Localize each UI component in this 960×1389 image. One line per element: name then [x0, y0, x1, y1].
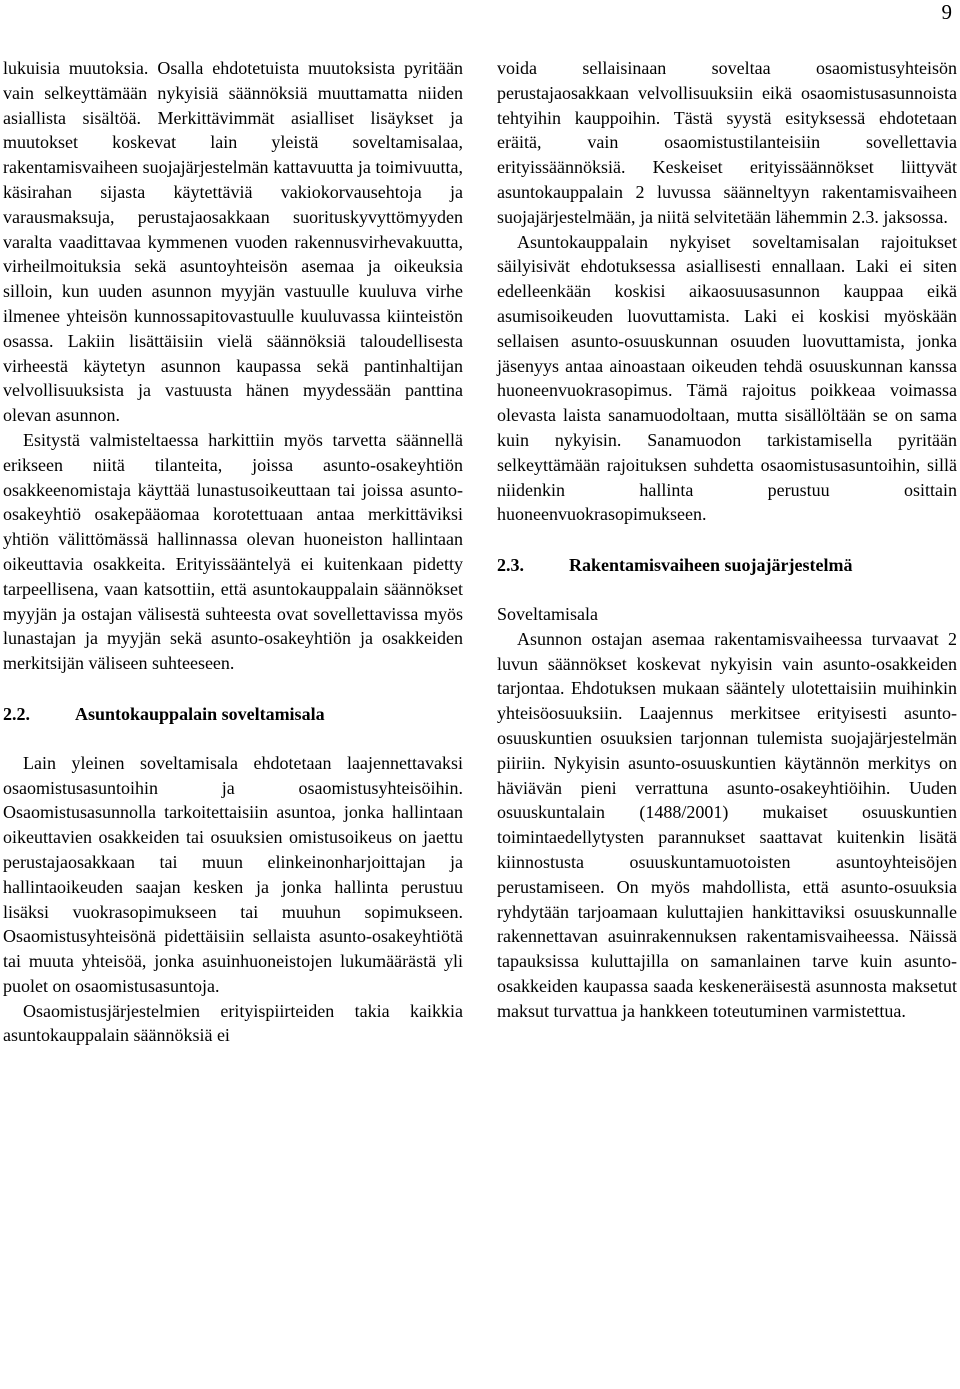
right-paragraph-2: Asuntokauppalain nykyiset soveltamisalan rajoitukset säilyisivät ehdotuksessa asiallisesti ennallaan. Laki ei siten edelleenkään koskisi aikaosuusasunnon kauppaa eikä asumisoikeuden luovuttamista. Laki ei koskisi myöskään sellaisen asunto-osuuskunnan osuuden luovuttamista, jonka jäsenyys antaa ainoastaan oikeuden tehdä osuuskunnan kanssa huoneenvuokrasopimus. Tämä rajoitus poikkeaa voimassa olevasta laista sanamuodoltaan, mutta sisällöltään se on sama kuin nykyisin. Sanamuodon tarkistamisella pyritään selkeyttämään rajoituksen suhdetta osaomistusasuntoihin, sillä niidenkin hallinta perustuu osittain huoneenvuokrasopimukseen. — [497, 231, 957, 525]
left-paragraph-1: lukuisia muutoksia. Osalla ehdotetuista muutoksista pyritään vain selkeyttämään nykyisiä säännöksiä muuttamatta niiden asiallista sisältöä. Merkittävimmät asialliset lisäykset ja muutokset koskevat lain yleistä soveltamisalaa, rakentamisvaiheen suojajärjestelmän kattavuutta ja toimivuutta, käsirahan sijasta käytettäviä vakiokorvausehtoja ja varausmaksuja, perustajaosakkaan suorituskyvyttömyyden varalta vaadittavaa kymmenen vuoden rakennusvirhevakuutta, virheilmoituksia sekä asuntoyhteisön asemaa ja oikeuksia silloin, kun uuden asunnon myyjän vastuulle kuuluva virhe ilmenee yhteisön kunnossapitovastuulle kuuluvassa kiinteistön osassa. Lakiin lisättäisiin vielä säännöksiä taloudellisesta virheestä käytetyn asunnon kaupassa sekä pantinhaltijan velvollisuuksista ja vastuusta hänen myydessään panttina olevan asunnon. — [3, 58, 463, 426]
section-number: 2.2. — [3, 703, 30, 724]
left-paragraph-2: Esitystä valmisteltaessa harkittiin myös tarvetta säännellä erikseen niitä tilanteita, joissa asunto-osakeyhtiön osakkeenomistaja käyttää lunastusoikeuttaan tai joissa asunto-osakeyhtiö osakepääomaa korotettuaan antaa merkittäviksi yhtiön välittömässä hallinnassa olevan huoneiston hallintaan oikeuttavia osakkeita. Erityissääntelyä ei kuitenkaan pidetty tarpeellisena, vaan katsottiin, että asuntokauppalain säännökset myyjän ja ostajan välisestä suhteesta ovat sovellettavissa myös lunastajan ja myyjän sekä asunto-osakeyhtiön ja osakkeiden merkitsijän väliseen suhteeseen. — [3, 429, 463, 674]
section-title: Asuntokauppalain soveltamisala — [75, 703, 325, 724]
left-column — [3, 56, 463, 1048]
subsection-title: Soveltamisala — [497, 603, 598, 624]
section-title: Rakentamisvaiheen suojajärjestelmä — [569, 555, 853, 576]
page-number: 9 — [941, 0, 952, 24]
left-paragraph-4: Osaomistusjärjestelmien erityispiirteiden takia kaikkia asuntokauppalain säännöksiä ei — [3, 1000, 463, 1046]
right-paragraph-3: Asunnon ostajan asemaa rakentamisvaiheessa turvaavat 2 luvun säännökset koskevat nykyisin vain asunto-osakkeiden tarjontaa. Ehdotuksen mukaan sääntely ulotettaisiin muihinkin yhteisöosuuksiin. Laajennus merkitsee erityisesti asunto-osuuskuntien osuuksien tarjonnan tulemista suojajärjestelmän piiriin. Nykyisin asunto-osuuskuntien käytännön merkitys on häviävän pieni verrattuna asunto-osakeyhtiöihin. Uuden osuuskuntalain (1488/2001) mukaiset osuuskuntien toimintaedellytysten parannukset saattavat kuitenkin lisätä kiinnostusta osuuskuntamuotoisten asuntoyhteisöjen perustamiseen. On myös mahdollista, että asunto-osuuksia ryhdytään tarjoamaan kuluttajien hankittaviksi osuuskunnalle rakennettavan asuinrakennuksen rakentamisvaiheessa. Näissä tapauksissa kuluttajilla on samanlainen tarve kuin asunto-osakkeiden kaupassa saada keskeneräisestä asunnosta maksetut maksut turvattua ja hankkeen toteutuminen varmistettua. — [497, 628, 957, 1021]
right-paragraph-1: voida sellaisinaan soveltaa osaomistusyhteisön perustajaosakkaan velvollisuuksiin eikä osaomistusasunnoista tehtyihin kauppoihin. Tästä syystä esityksessä ehdotetaan eräitä, vain osaomistustilanteisiin sovellettavia erityissäännöksiä. Keskeiset erityissäännökset liittyvät asuntokauppalain 2 luvussa säänneltyyn rakentamisvaiheen suojajärjestelmään, ja niitä selvitetään lähemmin 2.3. jaksossa. — [497, 58, 957, 227]
left-paragraph-3: Lain yleinen soveltamisala ehdotetaan laajennettavaksi osaomistusasuntoihin ja osaomistusyhteisöihin. Osaomistusasunnolla tarkoitettaisiin asuntoa, jonka hallintaan oikeuttavien osakkeiden tai osuuksien omistusoikeus on jaettu perustajaosakkaan tai muun elinkeinonharjoittajan ja hallintaoikeuden saajan kesken ja jonka hallinta perustuu lisäksi vuokrasopimukseen tai muuhun sopimukseen. Osaomistusyhteisönä pidettäisiin sellaista asunto-osakeyhtiötä tai muuta yhteisöä, jonka asuinhuoneistojen lukumäärästä yli puolet on osaomistusasuntoja. — [3, 752, 463, 996]
section-number: 2.3. — [497, 555, 524, 576]
right-column — [497, 56, 957, 1023]
section-heading-2-2 — [3, 702, 463, 727]
section-heading-2-3 — [497, 553, 957, 578]
